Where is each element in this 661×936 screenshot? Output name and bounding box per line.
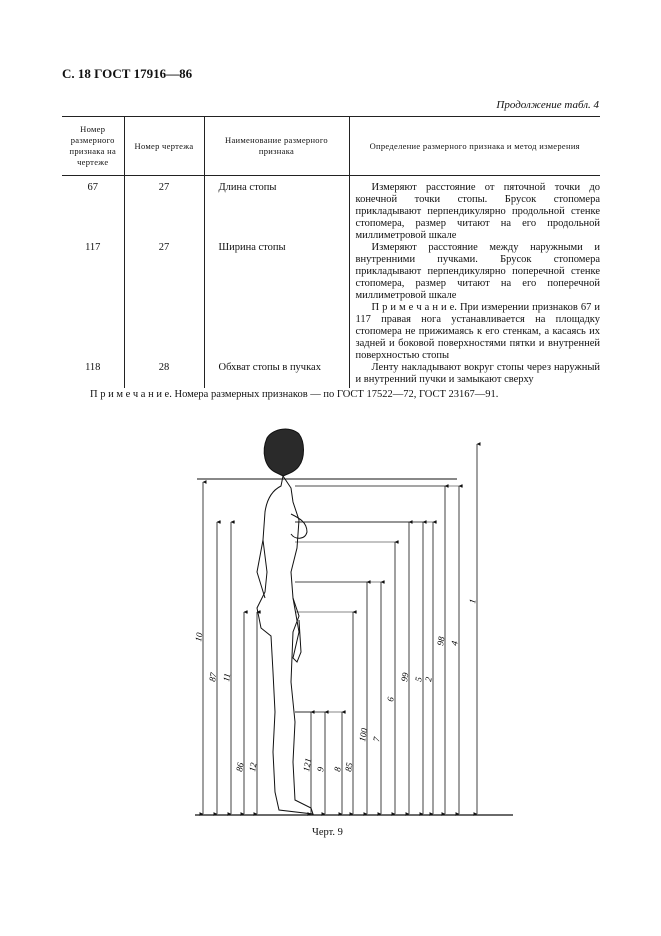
page-header: С. 18 ГОСТ 17916—86 <box>62 66 193 81</box>
dimension-label: 11 <box>221 672 233 683</box>
cell-feature-number: 67 <box>87 182 98 193</box>
table-note-label: П р и м е ч а н и е. <box>371 302 457 313</box>
table-note <box>356 302 601 362</box>
dimension-label: 85 <box>343 761 355 773</box>
table-row <box>62 242 600 362</box>
cell-feature-number: 118 <box>85 362 101 373</box>
dimension-label: 98 <box>435 635 447 647</box>
definition-text: Измеряют расстояние между наружными и внутренними пучками. Брусок стопомера прикладывают перпендикулярно поперечной стенке стопомера, размер читают на его поперечной миллиметровой шкале <box>355 242 600 301</box>
dimension-label: 7 <box>371 736 382 743</box>
dimension-label: 4 <box>449 640 460 647</box>
col-header-drawing-number: Номер чертежа <box>124 117 204 176</box>
dimension-label: 2 <box>423 676 434 683</box>
cell-drawing-number: 28 <box>124 362 204 388</box>
col-header-feature-number: Номер размерного признака на чертеже <box>62 117 124 176</box>
col-header-definition: Определение размерного признака и метод измерения <box>349 117 600 176</box>
figure-drawing <box>195 422 515 822</box>
col-header-feature-name: Наименование размерного признака <box>204 117 349 176</box>
dimension-label: 10 <box>193 631 205 643</box>
dimension-label: 121 <box>301 757 314 773</box>
cell-definition <box>349 242 600 362</box>
figure-caption: Черт. 9 <box>312 827 343 838</box>
cell-definition <box>349 362 600 388</box>
table-row <box>62 176 600 243</box>
dimension-label: 8 <box>332 766 343 773</box>
cell-feature-name: Обхват стопы в пучках <box>204 362 349 388</box>
cell-feature-number: 117 <box>85 242 101 253</box>
table-note-text: При измерении признаков 67 и 117 правая нога устанавливается на площадку стопомера не прижимаясь к его стенкам, а касаясь их задней и боковой поверхностями пятки и внутренней поверхностью стопы <box>355 302 600 361</box>
dimension-lines <box>193 444 478 814</box>
dimension-label: 86 <box>234 761 246 773</box>
dimension-label: 5 <box>413 676 424 683</box>
dimension-label: 12 <box>247 761 259 773</box>
table-row <box>62 362 600 388</box>
dimension-label: 6 <box>385 696 396 703</box>
footnote <box>90 389 498 400</box>
cell-feature-name: Длина стопы <box>204 176 349 243</box>
cell-drawing-number: 27 <box>124 176 204 243</box>
footnote-text: Номера размерных признаков — по ГОСТ 17522—72, ГОСТ 23167—91. <box>174 389 499 400</box>
cell-definition <box>349 176 600 243</box>
footnote-label: П р и м е ч а н и е. <box>90 389 172 400</box>
figure-body-measurements <box>195 422 515 827</box>
dimension-label: 100 <box>357 727 370 743</box>
measurement-table <box>62 116 600 388</box>
table-header-row <box>62 117 600 176</box>
cell-feature-name: Ширина стопы <box>204 242 349 362</box>
definition-text: Измеряют расстояние от пяточной точки до конечной точки стопы. Брусок стопомера прикладывают перпендикулярно продольной стенке стопомера, размер читают на его продольной миллиметровой шкале <box>355 182 600 241</box>
dimension-label: 9 <box>315 766 326 773</box>
dimension-label: 87 <box>207 671 219 683</box>
dimension-label: 99 <box>399 671 411 683</box>
dimension-label: 1 <box>467 598 478 605</box>
table-continuation-label: Продолжение табл. 4 <box>496 99 599 111</box>
definition-text: Ленту накладывают вокруг стопы через наружный и внутренний пучки и замыкают сверху <box>355 362 600 385</box>
cell-drawing-number: 27 <box>124 242 204 362</box>
human-figure <box>257 429 313 814</box>
